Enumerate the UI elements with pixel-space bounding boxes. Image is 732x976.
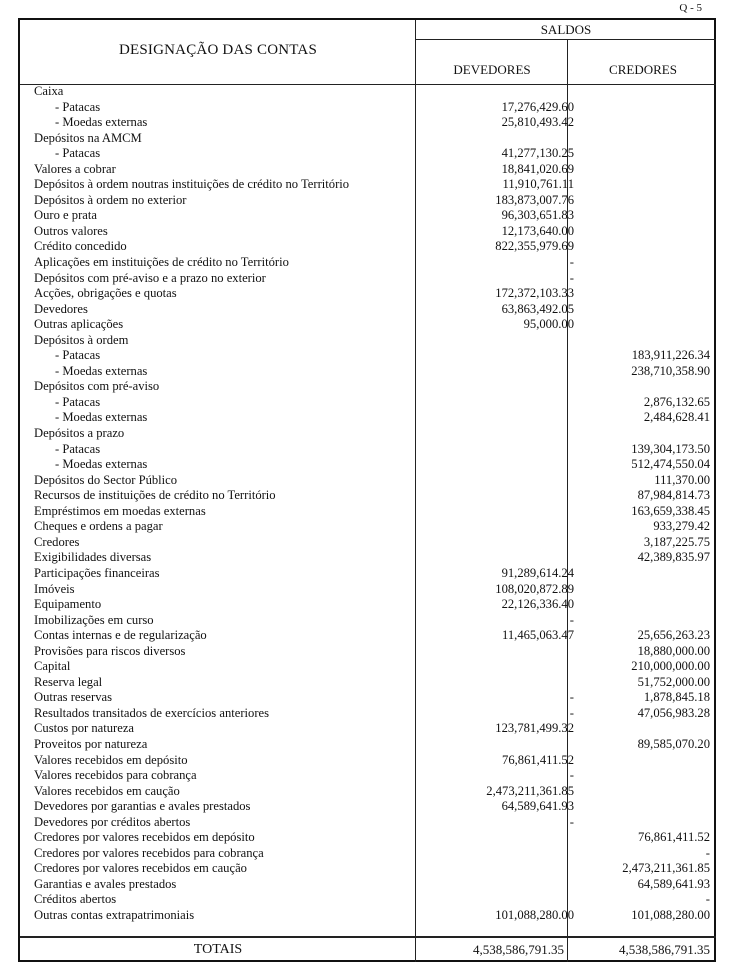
account-name: Resultados transitados de exercícios anteriores [34, 705, 270, 720]
credores-value: 2,473,211,361.85 [622, 861, 710, 876]
devedores-value: 822,355,979.69 [495, 239, 574, 254]
table-row [20, 239, 716, 255]
account-name: Provisões para riscos diversos [34, 643, 186, 658]
account-name: Outras contas extrapatrimoniais [34, 907, 195, 922]
table-row [20, 566, 716, 582]
credores-value: 238,710,358.90 [631, 363, 710, 378]
account-name: Imobilizações em curso [34, 612, 154, 627]
table-row [20, 410, 716, 426]
header-credores: CREDORES [609, 62, 677, 77]
divider-saldos [416, 39, 716, 40]
account-name: Outros valores [34, 223, 108, 238]
credores-value: 101,088,280.00 [631, 907, 710, 922]
devedores-value: 25,810,493.42 [501, 115, 574, 130]
header-saldos: SALDOS [540, 22, 592, 37]
credores-value: 2,484,628.41 [643, 410, 710, 425]
account-name: - Patacas [55, 348, 101, 363]
credores-value: 76,861,411.52 [638, 830, 710, 845]
account-name: Equipamento [34, 597, 102, 612]
account-name: Contas internas e de regularização [34, 628, 207, 643]
table-row [20, 208, 716, 224]
devedores-value: - [569, 255, 574, 270]
table-row [20, 613, 716, 629]
table-row [20, 317, 716, 333]
table-row [20, 799, 716, 815]
devedores-value: - [569, 814, 574, 829]
devedores-value: 41,277,130.25 [501, 146, 574, 161]
account-name: Recursos de instituições de crédito no Território [34, 488, 276, 503]
devedores-value: 172,372,103.33 [495, 286, 574, 301]
credores-value: 512,474,550.04 [631, 457, 710, 472]
account-name: Depósitos a prazo [34, 426, 125, 441]
devedores-value: 108,020,872.89 [495, 581, 574, 596]
credores-value: 51,752,000.00 [637, 674, 710, 689]
table-row [20, 302, 716, 318]
table-row [20, 84, 716, 100]
account-name: - Patacas [55, 99, 101, 114]
devedores-value: 12,173,640.00 [501, 223, 574, 238]
account-name: Reserva legal [34, 674, 103, 689]
account-name: Empréstimos em moedas externas [34, 503, 206, 518]
table-row [20, 115, 716, 131]
account-rows [20, 84, 716, 924]
devedores-value: - [569, 705, 574, 720]
account-name: - Patacas [55, 394, 101, 409]
table-row [20, 535, 716, 551]
devedores-value: 63,863,492.05 [501, 301, 574, 316]
account-name: Credores por valores recebidos em depósito [34, 830, 255, 845]
account-name: Proveitos por natureza [34, 736, 148, 751]
account-name: Valores recebidos em caução [34, 783, 180, 798]
account-name: - Moedas externas [55, 115, 148, 130]
account-name: Depósitos na AMCM [34, 130, 142, 145]
table-row [20, 286, 716, 302]
table-row [20, 659, 716, 675]
devedores-value: - [569, 690, 574, 705]
table-row [20, 892, 716, 908]
account-name: Devedores por garantias e avales prestados [34, 799, 251, 814]
table-row [20, 908, 716, 924]
account-name: Credores por valores recebidos para cobrança [34, 845, 264, 860]
devedores-value: - [569, 612, 574, 627]
table-row [20, 784, 716, 800]
account-name: Depósitos à ordem [34, 332, 129, 347]
account-name: Imóveis [34, 581, 75, 596]
account-name: Crédito concedido [34, 239, 127, 254]
table-row [20, 193, 716, 209]
account-name: Caixa [34, 84, 64, 98]
credores-value: 25,656,263.23 [637, 628, 710, 643]
credores-value: 210,000,000.00 [631, 659, 710, 674]
account-name: - Moedas externas [55, 410, 148, 425]
table-row [20, 348, 716, 364]
table-row [20, 519, 716, 535]
totals-credores: 4,538,586,791.35 [619, 942, 710, 957]
credores-value: 139,304,173.50 [631, 441, 710, 456]
table-row [20, 177, 716, 193]
devedores-value: 123,781,499.32 [495, 721, 574, 736]
table-row [20, 442, 716, 458]
account-name: Depósitos com pré-aviso e a prazo no exterior [34, 270, 266, 285]
account-name: - Patacas [55, 146, 101, 161]
account-name: Custos por natureza [34, 721, 135, 736]
account-name: Outras aplicações [34, 317, 124, 332]
table-row [20, 146, 716, 162]
account-name: Credores por valores recebidos em caução [34, 861, 247, 876]
devedores-value: - [569, 270, 574, 285]
table-row [20, 597, 716, 613]
credores-value: 183,911,226.34 [631, 348, 710, 363]
table-row [20, 379, 716, 395]
account-name: Devedores por créditos abertos [34, 814, 191, 829]
table-row [20, 224, 716, 240]
credores-value: 18,880,000.00 [637, 643, 710, 658]
table-row [20, 753, 716, 769]
table-row [20, 395, 716, 411]
table-row [20, 815, 716, 831]
devedores-value: 64,589,641.93 [501, 799, 574, 814]
devedores-value: 96,303,651.83 [501, 208, 574, 223]
table-row [20, 690, 716, 706]
table-row [20, 737, 716, 753]
credores-value: 89,585,070.20 [637, 736, 710, 751]
devedores-value: 91,289,614.24 [501, 565, 574, 580]
table-row [20, 504, 716, 520]
credores-value: 47,056,983.28 [637, 705, 710, 720]
account-name: Exigibilidades diversas [34, 550, 152, 565]
account-name: Acções, obrigações e quotas [34, 286, 177, 301]
table-row [20, 706, 716, 722]
table-row [20, 457, 716, 473]
totals-row [20, 938, 716, 962]
account-name: Credores [34, 534, 80, 549]
account-name: Depósitos à ordem no exterior [34, 192, 187, 207]
table-row [20, 364, 716, 380]
credores-value: 933,279.42 [653, 519, 710, 534]
devedores-value: 18,841,020.69 [501, 161, 574, 176]
devedores-value: 101,088,280.00 [495, 907, 574, 922]
devedores-value: 76,861,411.52 [502, 752, 574, 767]
account-name: Depósitos à ordem noutras instituições de crédito no Território [34, 177, 350, 192]
account-name: Garantias e avales prestados [34, 876, 177, 891]
table-row [20, 644, 716, 660]
account-name: Outras reservas [34, 690, 112, 705]
table-row [20, 861, 716, 877]
account-name: Cheques e ordens a pagar [34, 519, 163, 534]
table-row [20, 768, 716, 784]
account-name: Capital [34, 659, 71, 674]
credores-value: 163,659,338.45 [631, 503, 710, 518]
account-name: - Moedas externas [55, 457, 148, 472]
header-devedores: DEVEDORES [453, 62, 531, 77]
credores-value: - [705, 892, 710, 907]
credores-value: 87,984,814.73 [637, 488, 710, 503]
table-row [20, 628, 716, 644]
devedores-value: 95,000.00 [523, 317, 574, 332]
devedores-value: 183,873,007.76 [495, 192, 574, 207]
table-row [20, 877, 716, 893]
account-name: Créditos abertos [34, 892, 117, 907]
credores-value: 1,878,845.18 [643, 690, 710, 705]
page-code: Q - 5 [679, 2, 702, 14]
devedores-value: - [569, 768, 574, 783]
credores-value: 3,187,225.75 [643, 534, 710, 549]
table-row [20, 830, 716, 846]
table-row [20, 550, 716, 566]
devedores-value: 17,276,429.60 [501, 99, 574, 114]
account-name: Valores a cobrar [34, 161, 116, 176]
totals-label: TOTAIS [193, 942, 243, 957]
balance-table [18, 18, 716, 962]
account-name: Valores recebidos para cobrança [34, 768, 197, 783]
table-row [20, 721, 716, 737]
table-row [20, 271, 716, 287]
credores-value: 111,370.00 [654, 472, 710, 487]
table-row [20, 100, 716, 116]
table-row [20, 333, 716, 349]
devedores-value: 22,126,336.40 [501, 597, 574, 612]
credores-value: 2,876,132.65 [643, 394, 710, 409]
account-name: Aplicações em instituições de crédito no Território [34, 255, 289, 270]
account-name: Ouro e prata [34, 208, 97, 223]
header-designation: DESIGNAÇÃO DAS CONTAS [118, 42, 317, 58]
table-row [20, 131, 716, 147]
table-row [20, 162, 716, 178]
totals-devedores: 4,538,586,791.35 [473, 942, 564, 957]
table-row [20, 488, 716, 504]
table-row [20, 675, 716, 691]
devedores-value: 11,910,761.11 [502, 177, 574, 192]
table-row [20, 582, 716, 598]
table-row [20, 846, 716, 862]
account-name: - Moedas externas [55, 363, 148, 378]
table-row [20, 473, 716, 489]
table-row [20, 426, 716, 442]
credores-value: 64,589,641.93 [637, 876, 710, 891]
account-name: Participações financeiras [34, 565, 160, 580]
account-name: Valores recebidos em depósito [34, 752, 188, 767]
account-name: - Patacas [55, 441, 101, 456]
devedores-value: 11,465,063.47 [502, 628, 574, 643]
credores-value: - [705, 845, 710, 860]
account-name: Depósitos com pré-aviso [34, 379, 160, 394]
devedores-value: 2,473,211,361.85 [486, 783, 574, 798]
account-name: Depósitos do Sector Público [34, 472, 178, 487]
table-row [20, 255, 716, 271]
credores-value: 42,389,835.97 [637, 550, 710, 565]
account-name: Devedores [34, 301, 88, 316]
